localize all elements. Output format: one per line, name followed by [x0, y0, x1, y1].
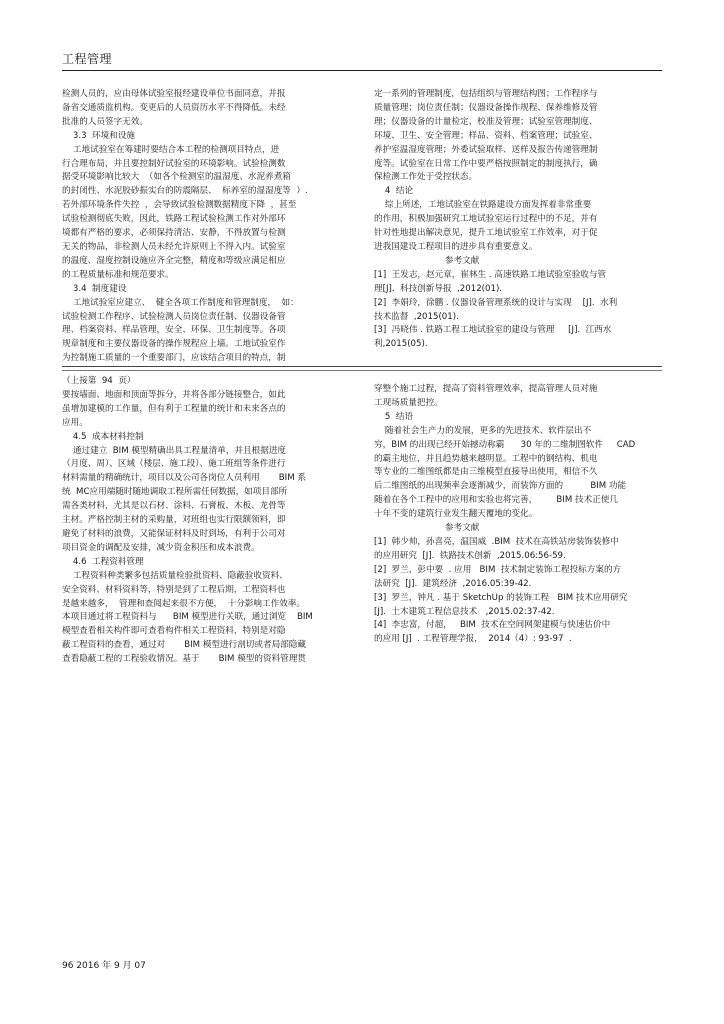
- text-line: 通过建立 BIM 模型精确出具工程量清单，并且根据进度: [62, 445, 287, 456]
- text-line: 5 结语: [374, 411, 414, 422]
- text-line: [J]. 土木建筑工程信息技术 ,2015.02:37-42.: [374, 606, 555, 617]
- text-line: [4] 李忠富，付超， BIM 技术在空间网架建模与快速估价中: [374, 620, 611, 631]
- text-line: （上接第 94 页）: [62, 376, 136, 386]
- text-line: 检测人员的，应由母体试验室报经建设单位书面同意，并报: [62, 89, 286, 99]
- article-separator-thin: [62, 370, 662, 371]
- text-line: 备省交通质监机构。变更后的人员资历水平不得降低。未经: [62, 102, 286, 113]
- text-line: 工地试验室在筹建时要结合本工程的检测项目特点，进: [62, 144, 280, 155]
- text-line: 穷，BIM 的出现已经开始撼动称霸 30 年的二维制图软件 CAD: [374, 439, 636, 450]
- text-line: 需各类材料，尤其是以石材、涂料、石膏板、木板、龙骨等: [62, 501, 286, 512]
- text-line: 针对性地提出解决意见，提升工地试验室工作效率，对于促: [374, 228, 598, 239]
- text-line: [3] 罗兰，钟凡 . 基于 SketchUp 的装饰工程 BIM 技术应用研究: [374, 592, 628, 603]
- text-line: 理[J]. 科技创新导报 ,2012(01).: [374, 283, 503, 294]
- text-line: 穿整个施工过程，提高了资料管理效率，提高管理人员对施: [374, 384, 598, 394]
- text-line: 工程资料种类繁多包括质量检验批资料、隐蔽验收资料、: [62, 570, 288, 581]
- text-line: 若外部环境条件失控 ，会导致试验检测数据精度下降 ，甚至: [62, 200, 297, 211]
- text-line: 等专业的二维图纸都是由三维模型直接导出使用，相信不久: [374, 467, 598, 478]
- page-footer: 96 2016 年 9 月 07: [62, 961, 146, 971]
- text-line: 十年不变的建筑行业发生翻天覆地的变化。: [374, 509, 538, 520]
- text-line: 要按墙面、地面和顶面等拆分，并将各部分链接整合，如此: [62, 389, 286, 400]
- header-rule: [62, 70, 662, 71]
- text-line: 度等。试验室在日常工作中要严格按照制定的制度执行，确: [374, 158, 598, 169]
- text-line: 的应用研究 [J]. 铁路技术创新 ,2015.06:56-59.: [374, 550, 566, 561]
- text-line: 避免了材料的浪费，又能保证材料及时到场，有利于公司对: [62, 528, 286, 539]
- text-line: 技术监督 ,2015(01).: [374, 311, 459, 322]
- text-line: 综上所述，工地试验室在铁路建设方面发挥着非常重要: [374, 200, 592, 211]
- text-line: 3.4 制度建设: [62, 283, 127, 294]
- article-separator: [62, 366, 662, 367]
- text-line: 查看隐蔽工程的工程验收情况。基于 BIM 模型的资料管理贯: [62, 654, 306, 665]
- text-line: 保检测工作处于受控状态。: [374, 172, 478, 183]
- text-line: （月度、周）、区域（楼层、施工段）、施工班组等条件进行: [62, 459, 286, 470]
- text-line: 应用。: [62, 417, 88, 428]
- text-line: 材料需量的精确统计，项目以及公司各岗位人员利用 BIM 系: [62, 473, 306, 484]
- text-line: 模型查看相关构件即可查看构件相关工程资料，特别是对隐: [62, 626, 286, 637]
- text-line: 的应用 [J] . 工程管理学报， 2014（4）: 93-97 .: [374, 634, 572, 645]
- text-line: 行合理布局，并且要控制好试验室的环境影响。试验检测数: [62, 158, 286, 169]
- top-left-column: [62, 88, 352, 366]
- bottom-right-column: [374, 383, 664, 647]
- text-line: 试验检测工作程序、试验检测人员岗位责任制、仪器设备管: [62, 311, 286, 322]
- text-line: 的温度、湿度控制设施应齐全完整，精度和等级应满足相应: [62, 255, 286, 266]
- text-line: 无关的物品，非检测人员未经允许原则上不得入内。试验室: [62, 241, 286, 252]
- text-line: 参考文献: [374, 255, 480, 266]
- text-line: 的霸主地位，并且趋势越来越明显。工程中的钢结构、机电: [374, 453, 598, 464]
- text-line: 进我国建设工程项目的进步具有重要意义。: [374, 241, 538, 252]
- text-line: 统 MC应用端随时随地调取工程所需任何数据，如项目部所: [62, 487, 288, 498]
- text-line: 养护室温湿度管理；外委试验取样、送样及报告传递管理制: [374, 144, 598, 155]
- text-line: 理；仪器设备的计量检定、校准及管理；试验室管理制度、: [374, 116, 598, 127]
- text-line: 4 结论: [374, 186, 414, 197]
- text-line: [1] 王发志，赵元章，崔林生 . 高速铁路工地试验室验收与管: [374, 269, 607, 280]
- text-line: 工现场质量把控。: [374, 397, 443, 408]
- text-line: 虽增加建模的工作量，但有利于工程量的统计和未来各点的: [62, 403, 286, 414]
- text-line: 利,2015(05).: [374, 339, 428, 350]
- top-right-column: [374, 88, 664, 352]
- text-line: 据受环境影响比较大 （如各个检测室的温湿度、水泥养煮箱: [62, 172, 291, 183]
- text-line: 理、档案资料、样品管理，安全、环保、卫生制度等。各项: [62, 325, 286, 336]
- journal-section-header: 工程管理: [62, 52, 113, 66]
- text-line: 随着在各个工程中的应用和实验也将完善， BIM 技术正使几: [374, 495, 618, 506]
- text-line: 质量管理；岗位责任制；仪器设备操作规程、保养维修及管: [374, 102, 598, 113]
- text-line: 为控制施工质量的一个重要部门，应该结合项目的特点，制: [62, 353, 286, 364]
- text-line: 工地试验室应建立、 健全各项工作制度和管理制度， 如：: [62, 297, 299, 308]
- text-line: 的工程质量标准和规范要求。: [62, 269, 174, 280]
- text-line: 随着社会生产力的发展，更多的先进技术、软件层出不: [374, 425, 592, 436]
- text-line: 参考文献: [374, 523, 480, 534]
- bottom-left-column: [62, 375, 352, 667]
- text-line: [2] 罗兰，彭中要 . 应用 BIM 技术制定装饰工程投标方案的方: [374, 564, 622, 575]
- text-line: 的封闭性、水泥胶砂振实台的防震隔层、 标养室的湿湿度等 ）.: [62, 186, 308, 197]
- text-line: 4.5 成本材料控制: [62, 431, 144, 442]
- text-line: 法研究 [J]. 建筑经济 ,2016.05:39-42.: [374, 578, 532, 589]
- text-line: 定一系列的管理制度，包括组织与管理结构图；工作程序与: [374, 89, 598, 99]
- text-line: 安全资料、材料资料等，特别是到了工程后期，工程资料也: [62, 584, 286, 595]
- text-line: 蔽工程资料的查看，通过对 BIM 模型进行剖切或者局部隐藏: [62, 640, 306, 651]
- text-line: 4.6 工程资料管理: [62, 556, 144, 567]
- text-line: 环境、卫生、安全管理；样品、资料、档案管理；试验室、: [374, 130, 598, 141]
- text-line: 试验检测彻底失败，因此，铁路工程试验检测工作对外部环: [62, 214, 286, 225]
- text-line: 的作用，积极加强研究工地试验室运行过程中的不足，并有: [374, 214, 598, 225]
- text-line: 项目资金的调配及安排，减少资金积压和成本浪费。: [62, 542, 260, 553]
- text-line: 是越来越多， 管理和查阅起来很不方便， 十分影响工作效率。: [62, 598, 305, 609]
- text-line: 本项目通过将工程资料与 BIM 模型进行关联，通过浏览 BIM: [62, 612, 313, 623]
- text-line: 3.3 环境和设施: [62, 130, 136, 141]
- text-line: [3] 冯晓伟 . 铁路工程工地试验室的建设与管理 [J]. 江西水: [374, 325, 612, 336]
- text-line: 境都有严格的要求，必须保持清洁、安静，不得放置与检测: [62, 228, 286, 239]
- text-line: [2] 李娟玲，徐鹏 . 仪器设备管理系统的设计与实现 [J]. 水利: [374, 297, 618, 308]
- text-line: 批准的人员签字无效。: [62, 116, 148, 127]
- text-line: 主材。严格控制主材的采购量，对班组也实行限额领料，即: [62, 515, 286, 526]
- text-line: 后二维图纸的出现频率会逐渐减少，而装饰方面的 BIM 功能: [374, 481, 627, 492]
- text-line: [1] 韩少帅，孙喜亮，温国威 .BIM 技术在高铁站房装饰装修中: [374, 536, 619, 547]
- text-line: 规章制度和主要仪器设备的操作规程应上墙。工地试验室作: [62, 339, 286, 350]
